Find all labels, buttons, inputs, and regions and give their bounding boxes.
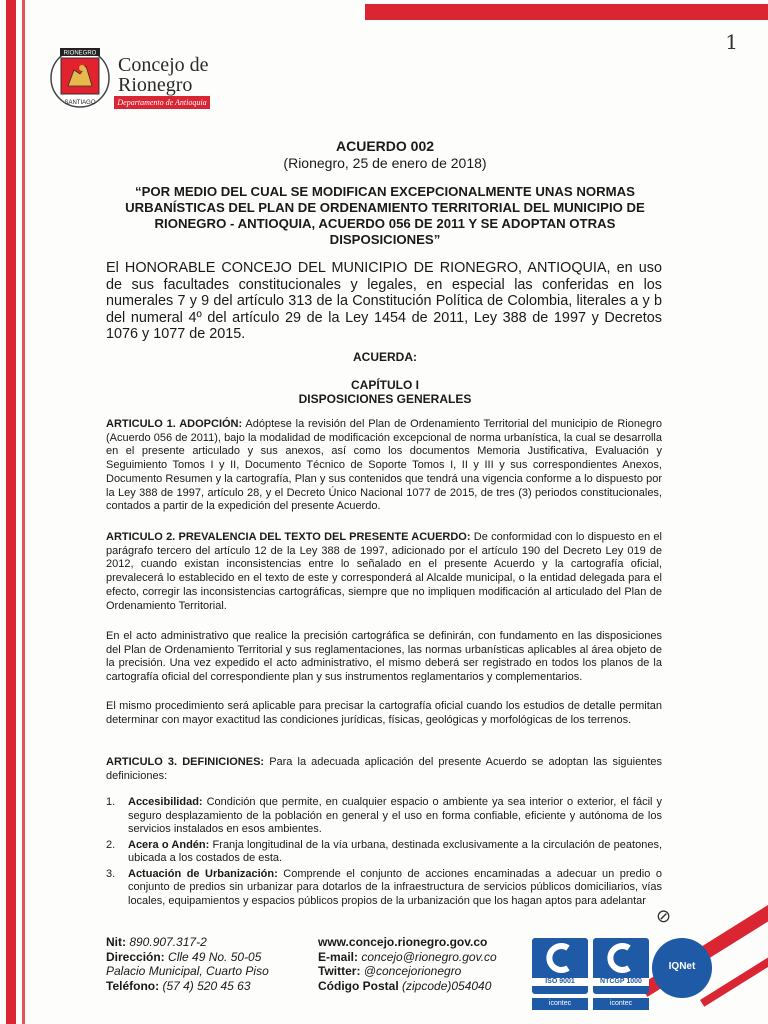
definition-text: Franja longitudinal de la vía urbana, destinada exclusivamente a la circulación de peatones, ubicada a los costados de esta. <box>128 838 662 864</box>
postal-value: (zipcode)054040 <box>398 978 492 993</box>
article-3 <box>106 756 662 783</box>
article-3-heading: ARTICULO 3. DEFINICIONES: <box>106 756 265 768</box>
left-red-stripe-thin <box>22 0 25 1024</box>
seal-bottom-text: SANTIAGO <box>64 100 96 106</box>
list-item <box>106 839 662 866</box>
nit-value: 890.907.317-2 <box>126 935 207 949</box>
icontec-icon <box>593 938 649 978</box>
definition-number: 2. <box>106 838 116 851</box>
page-number: 1 <box>725 30 738 54</box>
nit-label: Nit: <box>106 935 126 949</box>
footer-postal <box>318 979 497 994</box>
footer-nit <box>106 935 269 950</box>
footer-contact-left <box>106 935 269 993</box>
brand-line-1: Concejo de <box>118 54 209 76</box>
brand-line-2: Rionegro <box>118 74 193 96</box>
phone-value: (57 4) 520 45 63 <box>159 978 251 993</box>
postal-label: Código Postal <box>318 978 399 993</box>
article-1-text: Adóptese la revisión del Plan de Ordenamiento Territorial del municipio de Rionegro (Acuerdo 056 de 2011), bajo la modalidad de modificación excepcional de norma urbanística, la cual se desarrolla en el presente articulado y sus anexos, así como los documentos Memoria Justificativa, Evaluación y Seguimiento Tomos I y II, Documento Técnico de Soporte Tomos I, II y III y sus correspondientes Anexos, Documento Resumen y la cartografía, Plan y sus contenidos que tendrá una vigencia conforme a lo dispuesto por la Ley 388 de 1997, artículo 28, y el Decreto Único Nacional 1077 de 2015, de tres (3) periodos constitucionales, contados a partir de la expedición del presente Acuerdo. <box>106 418 662 513</box>
definitions-list <box>106 796 662 908</box>
seal-top-text: RIONEGRO <box>63 50 97 57</box>
definition-text: Comprende el conjunto de acciones encaminadas a adecuar un predio o conjunto de predios sin urbanizar para dotarlos de la infraestructura de servicios públicos domiciliarios, vías locales, equipamientos y espacios públicos propios de la urbanización que los hagan aptos para adelantar <box>128 867 662 907</box>
email-value[interactable]: concejo@rionegro.gov.co <box>358 949 497 964</box>
phone-label: Teléfono: <box>106 978 160 993</box>
iqnet-certification-badge <box>652 938 712 998</box>
footer-contact-right <box>318 935 497 993</box>
list-item <box>106 868 662 909</box>
cert-footer: icontec <box>532 998 588 1010</box>
article-2 <box>106 531 662 613</box>
footer-email <box>318 950 497 965</box>
ntcgp-1000-certification-badge <box>593 938 649 1010</box>
cert-caption: ISO 9001 <box>532 978 588 986</box>
agreement-date: (Rionegro, 25 de enero de 2018) <box>283 155 487 171</box>
footer-twitter <box>318 964 497 979</box>
twitter-value: @concejorionegro <box>360 964 462 978</box>
article-2-paragraph-2: En el acto administrativo que realice la precisión cartográfica se definirán, con fundamento en las disposiciones del Plan de Ordenamiento Territorial y sus reglamentaciones, las normas urbanísticas aplicables al área objeto de la precisión. Una vez expedido el acto administrativo, el mismo deberá ser registrado en todos los planos de la cartografía oficial del correspondiente plan y sus instrumentos reglamentarios y complementarios. <box>106 630 662 684</box>
iqnet-label: IQNet <box>668 961 696 972</box>
definition-number: 3. <box>106 867 116 880</box>
handwritten-mark-icon: ⊘ <box>656 906 672 926</box>
chapter-number: CAPÍTULO I <box>351 378 419 392</box>
cert-footer: icontec <box>593 998 649 1010</box>
article-2-text: De conformidad con lo dispuesto en el parágrafo tercero del artículo 12 de la Ley 388 de 1997, adicionado por el artículo 190 del Decreto Ley 019 de 2012, cuando existan inconsistencias entre lo señalado en el presente Acuerdo y la cartografía oficial, prevalecerá lo establecido en el texto de este y corresponderá al Alcalde municipal, o la entidad delegada para el efecto, corregir las inconsistencias cartográficas, siempre que no impliquen modificación al articulado del Plan de Ordenamiento Territorial. <box>106 531 662 612</box>
agreement-number: ACUERDO 002 <box>335 138 435 154</box>
icontec-icon <box>532 938 588 978</box>
address-value: Clle 49 No. 50-05 <box>164 949 262 964</box>
left-red-stripe <box>6 0 16 1024</box>
concejo-logo <box>48 44 214 110</box>
email-label: E-mail: <box>318 949 359 964</box>
brand-name <box>118 55 209 95</box>
definition-term: Actuación de Urbanización: <box>128 867 278 880</box>
footer-address <box>106 950 269 965</box>
article-3-text: Para la adecuada aplicación del presente Acuerdo se adoptan las siguientes definiciones: <box>106 756 662 782</box>
definition-term: Accesibilidad: <box>128 796 203 808</box>
footer-phone <box>106 979 269 994</box>
chapter-title: DISPOSICIONES GENERALES <box>298 392 472 406</box>
definition-text: Condición que permite, en cualquier espacio o ambiente ya sea interior o exterior, el fácil y seguro desplazamiento de la población en general y el uso en forma confiable, eficiente y autónoma de los servicios instalados en esos ambientes. <box>128 796 662 835</box>
iso-9001-certification-badge <box>532 938 588 1010</box>
list-item <box>106 796 662 837</box>
footer-address-2 <box>106 964 269 979</box>
article-1-heading: ARTICULO 1. ADOPCIÓN: <box>106 418 243 430</box>
top-red-stripe <box>365 4 768 20</box>
address-label: Dirección: <box>106 949 165 964</box>
brand-subtitle: Departamento de Antioquia <box>114 96 210 109</box>
definition-number: 1. <box>106 796 116 808</box>
definition-term: Acera o Andén: <box>128 838 210 851</box>
document-heading <box>100 138 670 248</box>
cert-caption: NTCGP 1000 <box>593 978 649 986</box>
website-link[interactable]: www.concejo.rionegro.gov.co <box>318 935 488 949</box>
article-2-heading: ARTICULO 2. PREVALENCIA DEL TEXTO DEL PRESENTE ACUERDO: <box>106 531 471 543</box>
municipal-seal-icon <box>48 44 112 108</box>
agreement-title: “POR MEDIO DEL CUAL SE MODIFICAN EXCEPCIONALMENTE UNAS NORMAS URBANÍSTICAS DEL PLAN DE ORDENAMIENTO TERRITORIAL DEL MUNICIPIO DE RIONEGRO - ANTIOQUIA, ACUERDO 056 DE 2011 Y SE ADOPTAN OTRAS DISPOSICIONES” <box>125 184 645 247</box>
address-line-2: Palacio Municipal, Cuarto Piso <box>106 964 269 978</box>
twitter-label: Twitter: <box>318 964 361 978</box>
article-2-paragraph-3: El mismo procedimiento será aplicable para precisar la cartografía oficial cuando los estudios de detalle permitan determinar con mayor exactitud las condiciones jurídicas, físicas, geológicas y morfológicas de los terrenos. <box>106 700 662 726</box>
acuerda-heading: ACUERDA: <box>353 350 417 364</box>
article-1 <box>106 418 662 514</box>
footer-website[interactable] <box>318 935 497 950</box>
intro-paragraph: El HONORABLE CONCEJO DEL MUNICIPIO DE RIONEGRO, ANTIOQUIA, en uso de sus facultades constitucionales y legales, en especial las conferidas en los numerales 7 y 9 del artículo 313 de la Constitución Política de Colombia, literales a y b del numeral 4º del artículo 29 de la Ley 1454 de 2011, Ley 388 de 1997 y Decretos 1076 y 1077 de 2015. <box>106 260 662 342</box>
